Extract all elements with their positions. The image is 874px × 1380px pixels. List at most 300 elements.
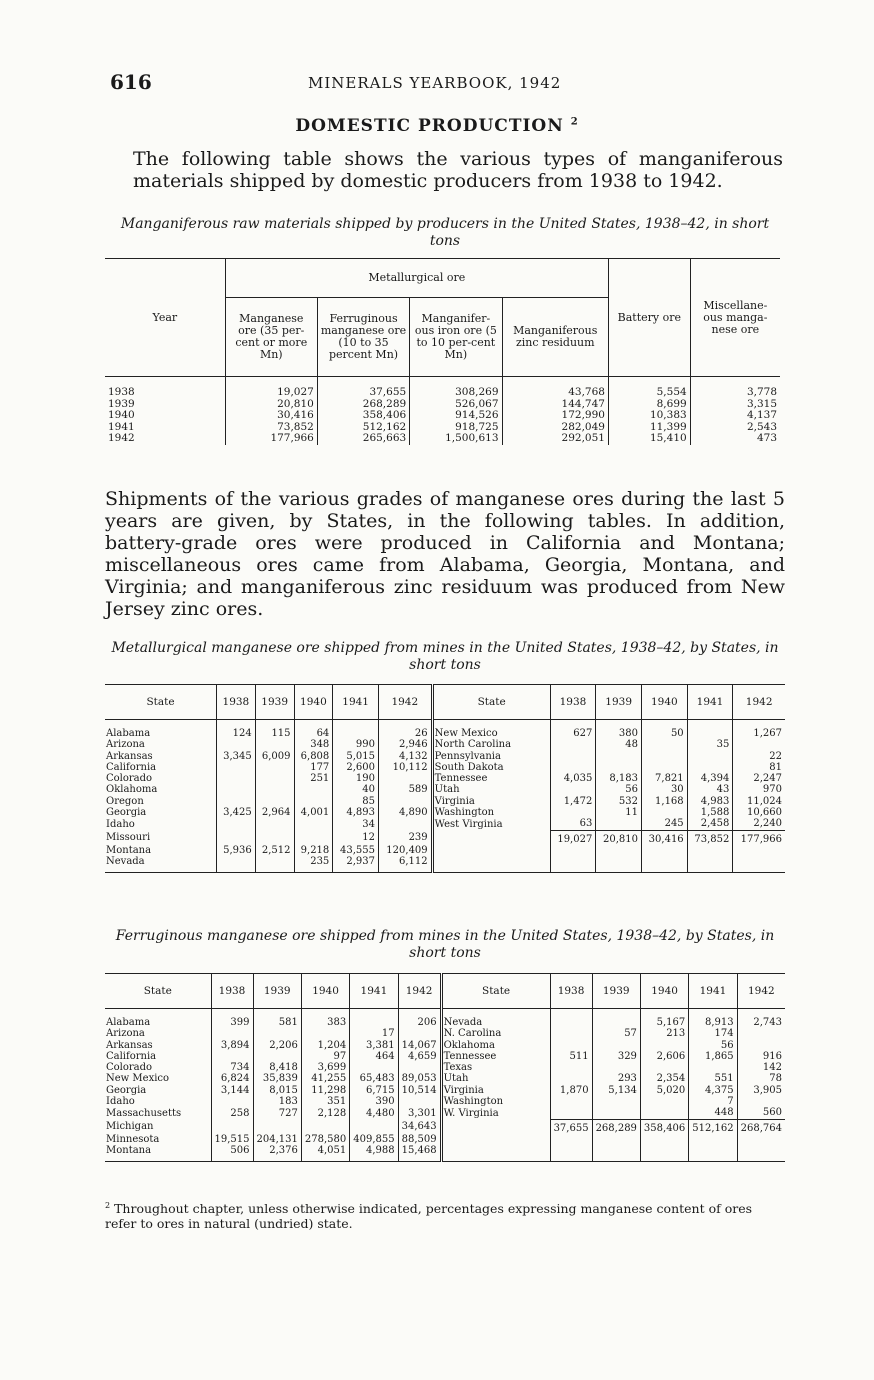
value-cell: 627: [550, 720, 596, 740]
value-cell: 11,298: [301, 1085, 349, 1096]
empty-cell: [596, 845, 642, 856]
value-cell: [294, 818, 333, 830]
empty-cell: [687, 856, 733, 867]
value-cell: [592, 1096, 640, 1107]
col-state: State: [105, 685, 217, 720]
value-cell: 2,376: [253, 1145, 301, 1156]
value-cell: 4,001: [294, 807, 333, 818]
col-year: 1938: [550, 974, 592, 1009]
total-cell: 19,027: [550, 830, 596, 845]
value-cell: [687, 720, 733, 740]
table1-caption: Manganiferous raw materials shipped by producers in the United States, 1938–42, in short tons: [120, 216, 770, 249]
table-row: [105, 762, 785, 773]
value-cell: 511: [550, 1051, 592, 1062]
value-cell: 2,128: [301, 1107, 349, 1119]
col-year: 1940: [301, 974, 349, 1009]
value-cell: [596, 818, 642, 830]
state-cell: Pennsylvania: [432, 751, 550, 762]
value-cell: 990: [333, 739, 379, 750]
value-cell: 213: [640, 1028, 688, 1039]
empty-cell: [640, 1157, 688, 1162]
state-cell: Georgia: [106, 807, 147, 819]
table-row: [105, 751, 785, 762]
state-cell: Michigan: [106, 1120, 154, 1132]
total-cell: 512,162: [689, 1119, 737, 1134]
value-cell: 22: [733, 751, 785, 762]
state-cell: South Dakota: [432, 762, 550, 773]
empty-cell: [432, 868, 550, 873]
value-cell: [211, 1051, 253, 1062]
value-cell: 235: [294, 856, 333, 867]
state-cell: Utah: [441, 1073, 550, 1084]
empty-cell: [642, 845, 688, 856]
value-cell: 43,768: [502, 377, 608, 399]
value-cell: [255, 856, 294, 867]
value-cell: 56: [689, 1040, 737, 1051]
value-cell: 727: [253, 1107, 301, 1119]
value-cell: 3,778: [690, 377, 780, 399]
value-cell: [253, 1028, 301, 1039]
value-cell: [642, 739, 688, 750]
value-cell: [217, 762, 256, 773]
value-cell: [378, 773, 432, 784]
empty-cell: [398, 1157, 441, 1162]
value-cell: 4,035: [550, 773, 596, 784]
total-cell: 37,655: [550, 1119, 592, 1134]
table-row: [105, 1134, 785, 1145]
value-cell: [550, 1096, 592, 1107]
table-row: [105, 720, 785, 740]
value-cell: [217, 830, 256, 845]
table-row: [105, 773, 785, 784]
value-cell: 115: [255, 720, 294, 740]
value-cell: 2,964: [255, 807, 294, 818]
state-cell: New Mexico: [432, 720, 550, 740]
value-cell: [733, 739, 785, 750]
empty-cell: [596, 868, 642, 873]
col-year: 1940: [294, 685, 333, 720]
value-cell: [596, 751, 642, 762]
value-cell: 239: [378, 830, 432, 845]
value-cell: 2,206: [253, 1040, 301, 1051]
value-cell: 183: [253, 1096, 301, 1107]
value-cell: 4,137: [690, 410, 780, 422]
value-cell: [737, 1096, 785, 1107]
table-row: [105, 1145, 785, 1156]
empty-cell: [253, 1157, 301, 1162]
value-cell: 14,067: [398, 1040, 441, 1051]
table-row: [105, 1096, 785, 1107]
empty-cell: [687, 868, 733, 873]
value-cell: [255, 796, 294, 807]
value-cell: 26: [378, 720, 432, 740]
value-cell: [294, 796, 333, 807]
header-row: [105, 685, 785, 720]
value-cell: 251: [294, 773, 333, 784]
state-cell: Arizona: [106, 739, 145, 751]
value-cell: 532: [596, 796, 642, 807]
empty-cell: [689, 1134, 737, 1145]
value-cell: 8,699: [608, 399, 690, 411]
state-cell: North Carolina: [432, 739, 550, 750]
value-cell: 40: [333, 784, 379, 795]
value-cell: [217, 739, 256, 750]
value-cell: 351: [301, 1096, 349, 1107]
value-cell: 348: [294, 739, 333, 750]
metallurgical-ore-header: Metallurgical ore: [225, 259, 608, 298]
total-label-cell: [432, 830, 550, 845]
value-cell: 4,480: [350, 1107, 398, 1119]
table-row: [105, 433, 780, 445]
col-state: State: [432, 685, 550, 720]
col-state: State: [441, 974, 550, 1009]
value-cell: 19,515: [211, 1134, 253, 1145]
value-cell: 4,659: [398, 1051, 441, 1062]
empty-cell: [255, 868, 294, 873]
state-cell: Alabama: [106, 728, 151, 739]
value-cell: [217, 796, 256, 807]
value-cell: 81: [733, 762, 785, 773]
empty-cell: [441, 1157, 550, 1162]
value-cell: [640, 1107, 688, 1119]
value-cell: 6,808: [294, 751, 333, 762]
col-year: 1938: [550, 685, 596, 720]
empty-cell: [432, 845, 550, 856]
value-cell: 4,051: [301, 1145, 349, 1156]
value-cell: [550, 1107, 592, 1119]
empty-cell: [333, 868, 379, 873]
section-title: [0, 116, 874, 136]
value-cell: [217, 856, 256, 867]
table-row: [105, 1040, 785, 1051]
value-cell: 4,890: [378, 807, 432, 818]
value-cell: 34,643: [398, 1119, 441, 1134]
value-cell: [301, 1119, 349, 1134]
empty-cell: [689, 1145, 737, 1156]
value-cell: [253, 1051, 301, 1062]
value-cell: 3,699: [301, 1062, 349, 1073]
value-cell: [640, 1040, 688, 1051]
footnote-ref: 2: [570, 116, 579, 128]
value-cell: 4,983: [687, 796, 733, 807]
value-cell: 30: [642, 784, 688, 795]
value-cell: 7: [689, 1096, 737, 1107]
col-battery: Battery ore: [608, 259, 690, 377]
state-cell: Idaho: [106, 1096, 135, 1108]
value-cell: 2,937: [333, 856, 379, 867]
state-cell: Minnesota: [106, 1133, 160, 1145]
footnote: [105, 1198, 785, 1231]
value-cell: 8,418: [253, 1062, 301, 1073]
value-cell: 63: [550, 818, 596, 830]
state-cell: Montana: [106, 844, 152, 856]
table-row: [105, 1062, 785, 1073]
empty-cell: [640, 1145, 688, 1156]
value-cell: 4,394: [687, 773, 733, 784]
value-cell: 2,354: [640, 1073, 688, 1084]
state-cell: Missouri: [106, 831, 151, 843]
col-misc: Miscellane-ous manga-nese ore: [690, 259, 780, 377]
table-row: [105, 796, 785, 807]
state-cell: Colorado: [106, 1062, 153, 1074]
value-cell: 89,053: [398, 1073, 441, 1084]
value-cell: 8,913: [689, 1009, 737, 1029]
value-cell: [211, 1119, 253, 1134]
col-year: 1940: [640, 974, 688, 1009]
value-cell: 10,514: [398, 1085, 441, 1096]
value-cell: 11,024: [733, 796, 785, 807]
value-cell: 48: [596, 739, 642, 750]
value-cell: [640, 1096, 688, 1107]
empty-cell: [737, 1157, 785, 1162]
col-ferruginous: Ferruginous manganese ore (10 to 35 percent Mn): [317, 298, 409, 377]
value-cell: 4,893: [333, 807, 379, 818]
value-cell: 11,399: [608, 422, 690, 434]
value-cell: 308,269: [410, 377, 502, 399]
empty-cell: [378, 868, 432, 873]
value-cell: 526,067: [410, 399, 502, 411]
empty-cell: [441, 1145, 550, 1156]
value-cell: 916: [737, 1051, 785, 1062]
col-year: 1942: [378, 685, 432, 720]
value-cell: 3,315: [690, 399, 780, 411]
empty-cell: [550, 845, 596, 856]
value-cell: 2,458: [687, 818, 733, 830]
value-cell: [255, 773, 294, 784]
state-cell: Arizona: [106, 1028, 145, 1040]
value-cell: [550, 807, 596, 818]
empty-cell: [294, 868, 333, 873]
value-cell: 2,512: [255, 845, 294, 856]
value-cell: [640, 1062, 688, 1073]
value-cell: 512,162: [317, 422, 409, 434]
value-cell: 3,144: [211, 1085, 253, 1096]
total-label-cell: [441, 1119, 550, 1134]
table-row: [105, 410, 780, 422]
value-cell: 2,606: [640, 1051, 688, 1062]
table-row: [105, 845, 785, 856]
value-cell: [378, 796, 432, 807]
value-cell: 383: [301, 1009, 349, 1029]
value-cell: 3,894: [211, 1040, 253, 1051]
value-cell: 329: [592, 1051, 640, 1062]
page-number: 616: [110, 70, 152, 94]
total-cell: 30,416: [642, 830, 688, 845]
value-cell: 57: [592, 1028, 640, 1039]
value-cell: [550, 1009, 592, 1029]
col-year: 1941: [333, 685, 379, 720]
value-cell: 5,554: [608, 377, 690, 399]
empty-cell: [596, 856, 642, 867]
value-cell: 3,905: [737, 1085, 785, 1096]
state-cell: N. Carolina: [441, 1028, 550, 1039]
value-cell: [550, 762, 596, 773]
value-cell: [350, 1119, 398, 1134]
value-cell: 292,051: [502, 433, 608, 445]
table-row: [105, 1107, 785, 1119]
value-cell: 268,289: [317, 399, 409, 411]
value-cell: 10,660: [733, 807, 785, 818]
value-cell: 35: [687, 739, 733, 750]
empty-cell: [737, 1145, 785, 1156]
empty-cell: [550, 1145, 592, 1156]
col-manganese: Manganese ore (35 per-cent or more Mn): [225, 298, 317, 377]
value-cell: [255, 818, 294, 830]
table-row: [105, 1119, 785, 1134]
state-cell: Nevada: [441, 1009, 550, 1029]
value-cell: [398, 1028, 441, 1039]
value-cell: 19,027: [225, 377, 317, 399]
year-cell: 1938: [108, 386, 135, 398]
table-row: [105, 856, 785, 867]
value-cell: 5,167: [640, 1009, 688, 1029]
value-cell: [550, 1028, 592, 1039]
value-cell: 589: [378, 784, 432, 795]
value-cell: 64: [294, 720, 333, 740]
total-cell: 358,406: [640, 1119, 688, 1134]
value-cell: 142: [737, 1062, 785, 1073]
value-cell: 914,526: [410, 410, 502, 422]
value-cell: 4,132: [378, 751, 432, 762]
raw-materials-table: [105, 258, 780, 445]
value-cell: 204,131: [253, 1134, 301, 1145]
year-cell: 1941: [108, 420, 135, 433]
col-year: 1939: [255, 685, 294, 720]
table-row: [105, 1085, 785, 1096]
value-cell: [550, 1062, 592, 1073]
section-title-text: DOMESTIC PRODUCTION: [295, 116, 564, 136]
value-cell: 1,168: [642, 796, 688, 807]
value-cell: 970: [733, 784, 785, 795]
value-cell: [687, 751, 733, 762]
value-cell: 409,855: [350, 1134, 398, 1145]
value-cell: 206: [398, 1009, 441, 1029]
value-cell: 43,555: [333, 845, 379, 856]
table-row: [105, 1028, 785, 1039]
state-cell: Washington: [441, 1096, 550, 1107]
shipments-paragraph: Shipments of the various grades of manganese ores during the last 5 years are given, by States, in the following tables. In addition, battery-grade ores were produced in California and Montana; miscellaneous ores came from Alabama, Georgia, Montana, and Virginia; and manganiferous zinc residuum was produced from New Jersey zinc ores.: [105, 488, 785, 620]
metallurgical-table: [105, 684, 785, 873]
table-row: [105, 1073, 785, 1084]
empty-cell: [733, 845, 785, 856]
intro-paragraph: The following table shows the various types of manganiferous materials shipped by domestic producers from 1938 to 1942.: [133, 148, 783, 192]
value-cell: [211, 1096, 253, 1107]
total-cell: 73,852: [687, 830, 733, 845]
value-cell: 30,416: [225, 410, 317, 422]
value-cell: 34: [333, 818, 379, 830]
value-cell: 8,183: [596, 773, 642, 784]
value-cell: 282,049: [502, 422, 608, 434]
state-cell: W. Virginia: [441, 1107, 550, 1119]
value-cell: [217, 818, 256, 830]
year-cell: 1940: [108, 409, 135, 421]
empty-cell: [550, 856, 596, 867]
value-cell: 918,725: [410, 422, 502, 434]
value-cell: 2,743: [737, 1009, 785, 1029]
value-cell: 390: [350, 1096, 398, 1107]
table-row: [105, 1051, 785, 1062]
value-cell: 734: [211, 1062, 253, 1073]
value-cell: 6,715: [350, 1085, 398, 1096]
table-row: [105, 784, 785, 795]
empty-cell: [733, 856, 785, 867]
col-iron: Manganifer-ous iron ore (5 to 10 per-cent Mn): [410, 298, 502, 377]
empty-cell: [592, 1157, 640, 1162]
value-cell: 3,301: [398, 1107, 441, 1119]
value-cell: [255, 784, 294, 795]
state-cell: Virginia: [432, 796, 550, 807]
value-cell: 1,500,613: [410, 433, 502, 445]
value-cell: [550, 751, 596, 762]
value-cell: [378, 818, 432, 830]
col-year: 1942: [398, 974, 441, 1009]
empty-cell: [301, 1157, 349, 1162]
empty-cell: [550, 1157, 592, 1162]
state-cell: Tennessee: [441, 1051, 550, 1062]
value-cell: 2,946: [378, 739, 432, 750]
col-zinc: Manganiferous zinc residuum: [502, 298, 608, 377]
value-cell: 473: [690, 433, 780, 445]
col-year: Year: [105, 259, 225, 377]
empty-cell: [687, 845, 733, 856]
value-cell: [592, 1107, 640, 1119]
value-cell: 6,824: [211, 1073, 253, 1084]
value-cell: 177: [294, 762, 333, 773]
value-cell: [255, 830, 294, 845]
value-cell: 10,112: [378, 762, 432, 773]
value-cell: [294, 830, 333, 845]
value-cell: 4,375: [689, 1085, 737, 1096]
value-cell: 10,383: [608, 410, 690, 422]
value-cell: 4,988: [350, 1145, 398, 1156]
value-cell: [592, 1062, 640, 1073]
value-cell: [592, 1009, 640, 1029]
value-cell: 293: [592, 1073, 640, 1084]
value-cell: [255, 762, 294, 773]
value-cell: 73,852: [225, 422, 317, 434]
ferruginous-table: [105, 973, 785, 1162]
value-cell: 85: [333, 796, 379, 807]
value-cell: 3,345: [217, 751, 256, 762]
value-cell: 190: [333, 773, 379, 784]
value-cell: [217, 784, 256, 795]
value-cell: 7,821: [642, 773, 688, 784]
empty-cell: [640, 1134, 688, 1145]
value-cell: [689, 1062, 737, 1073]
value-cell: 5,134: [592, 1085, 640, 1096]
value-cell: [550, 784, 596, 795]
value-cell: 172,990: [502, 410, 608, 422]
empty-cell: [432, 856, 550, 867]
value-cell: [217, 773, 256, 784]
col-year: 1940: [642, 685, 688, 720]
empty-cell: [550, 1134, 592, 1145]
value-cell: [550, 1073, 592, 1084]
total-cell: 268,764: [737, 1119, 785, 1134]
col-year: 1942: [733, 685, 785, 720]
value-cell: [398, 1062, 441, 1073]
col-year: 1939: [592, 974, 640, 1009]
empty-cell: [105, 1157, 211, 1162]
value-cell: 15,468: [398, 1145, 441, 1156]
value-cell: 399: [211, 1009, 253, 1029]
value-cell: 8,015: [253, 1085, 301, 1096]
value-cell: [737, 1028, 785, 1039]
col-year: 1941: [687, 685, 733, 720]
value-cell: [642, 807, 688, 818]
value-cell: [350, 1062, 398, 1073]
value-cell: 37,655: [317, 377, 409, 399]
